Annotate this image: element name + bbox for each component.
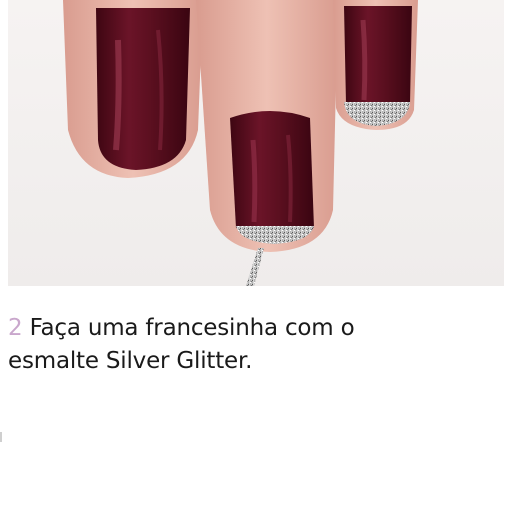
middle-finger (196, 0, 338, 252)
right-nail (344, 6, 412, 104)
caption-line-2: esmalte Silver Glitter. (8, 348, 253, 374)
nail-photo (8, 0, 504, 286)
step-caption (8, 312, 488, 378)
left-finger (63, 0, 203, 178)
nail-illustration (8, 0, 504, 286)
middle-nail (230, 111, 314, 228)
right-finger (333, 0, 418, 130)
left-nail (96, 8, 190, 170)
step-number: 2 (8, 315, 23, 341)
caption-line-1: Faça uma francesinha com o (29, 315, 355, 341)
edge-mark (0, 432, 2, 442)
